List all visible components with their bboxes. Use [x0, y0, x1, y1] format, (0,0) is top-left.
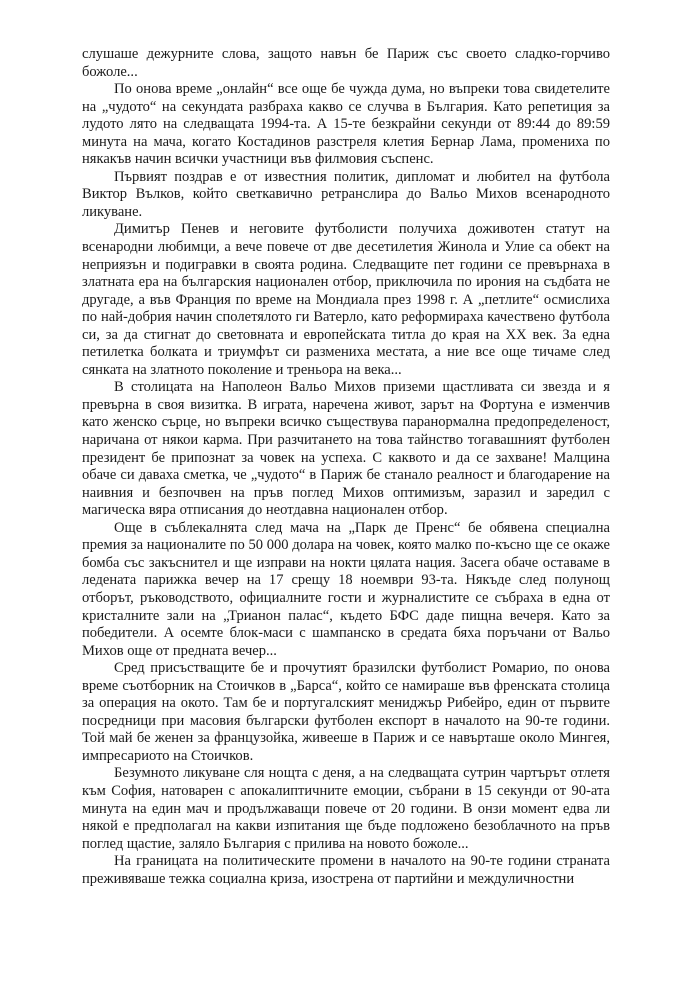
paragraph: По онова време „онлайн“ все още бе чужда дума, но въпреки това свидетелите на „чудото“ на секундата разбраха какво се случва в България. Като репетиция за лудото лято на следващата 1994-та. А 15-те безкрайни секунди от 89:44 до 89:59 минута на мача, когато Костадинов разстреля клетия Бернар Лама, промениха по някакъв начин всички участници във филмовия съспенс.	[82, 81, 610, 168]
paragraph: Още в съблекалнята след мача на „Парк де Пренс“ бе обявена специална премия за националите по 50 000 долара на човек, която малко по-късно ще се окаже бомба със закъснител и ще изправи на нокти цялата нация. Засега обаче оставаме в ледената парижка вечер на 17 срещу 18 ноември 93-та. Някъде след полунощ отборът, ръководството, официалните гости и журналистите се събраха в една от кристалните зали на „Трианон палас“, където БФС даде пищна вечеря. Като за победители. А осемте блок-маси с шампанско в средата бяха поръчани от Вальо Михов още от предната вечер...	[82, 519, 610, 659]
paragraph: На границата на политическите промени в началото на 90-те години страната преживяваше тежка социална криза, изострена от партийни и междуличностни	[82, 853, 610, 887]
paragraph: Безумното ликуване сля нощта с деня, а на следващата сутрин чартърът отлетя към София, натоварен с апокалиптичните емоции, събрани в 15 секунди от 90-ата минута на един мач и продължаващи повече от 20 години. В онзи момент едва ли някой е предполагал на какви изпитания ще бъде подложено безоблачното на пръв поглед щастие, заляло България с прилива на новото божоле...	[82, 765, 610, 852]
paragraph: Димитър Пенев и неговите футболисти получиха доживотен статут на всенародни любимци, а вече повече от две десетилетия Жинола и Улие са обект на неприязън и подигравки в своята родина. Следващите пет години се превърнаха в златната ера на българския национален отбор, приключила по ирония на съдбата не другаде, а във Франция по време на Мондиала през 1998 г. А „петлите“ осмислиха по най-добрия начин сполетялото ги Ватерло, като реформираха качествено футбола си, за да стигнат до световната и европейската титла до края на XX век. За една петилетка болката и триумфът си размениха местата, а ние все още тичаме след сянката на златното поколение и треньора на века...	[82, 221, 610, 378]
body-text	[82, 46, 610, 888]
paragraph: Първият поздрав е от известния политик, дипломат и любител на футбола Виктор Вълков, който светкавично ретранслира до Вальо Михов всенародното ликуване.	[82, 168, 610, 220]
paragraph: Сред присъстващите бе и прочутият бразилски футболист Ромарио, по онова време съотборник на Стоичков в „Барса“, който се намираше във френската столица за операция на окото. Там бе и португалският мениджър Рибейро, един от първите посредници при масовия български футболен експорт в началото на 90-те години. Той май бе женен за французойка, живееше в Париж и се навърташе около Мингея, импресариото на Стоичков.	[82, 660, 610, 764]
paragraph: слушаше дежурните слова, защото навън бе Париж със своето сладко-горчиво божоле...	[82, 46, 610, 80]
paragraph: В столицата на Наполеон Вальо Михов приземи щастливата си звезда и я превърна в своя визитка. В играта, наречена живот, зарът на Фортуна е изменчив като женско сърце, но въпреки всичко съществува паранормална предопределеност, наричана от някои карма. При разчитането на това тайнство тогавашният футболен президент бе припознат за човек на успеха. С каквото и да се захване! Малцина обаче си даваха сметка, че „чудото“ в Париж бе станало реалност и благодарение на наивния и безпочвен на пръв поглед Михов оптимизъм, заразил и заредил с магическа вяра отписания до неотдавна национален отбор.	[82, 379, 610, 519]
